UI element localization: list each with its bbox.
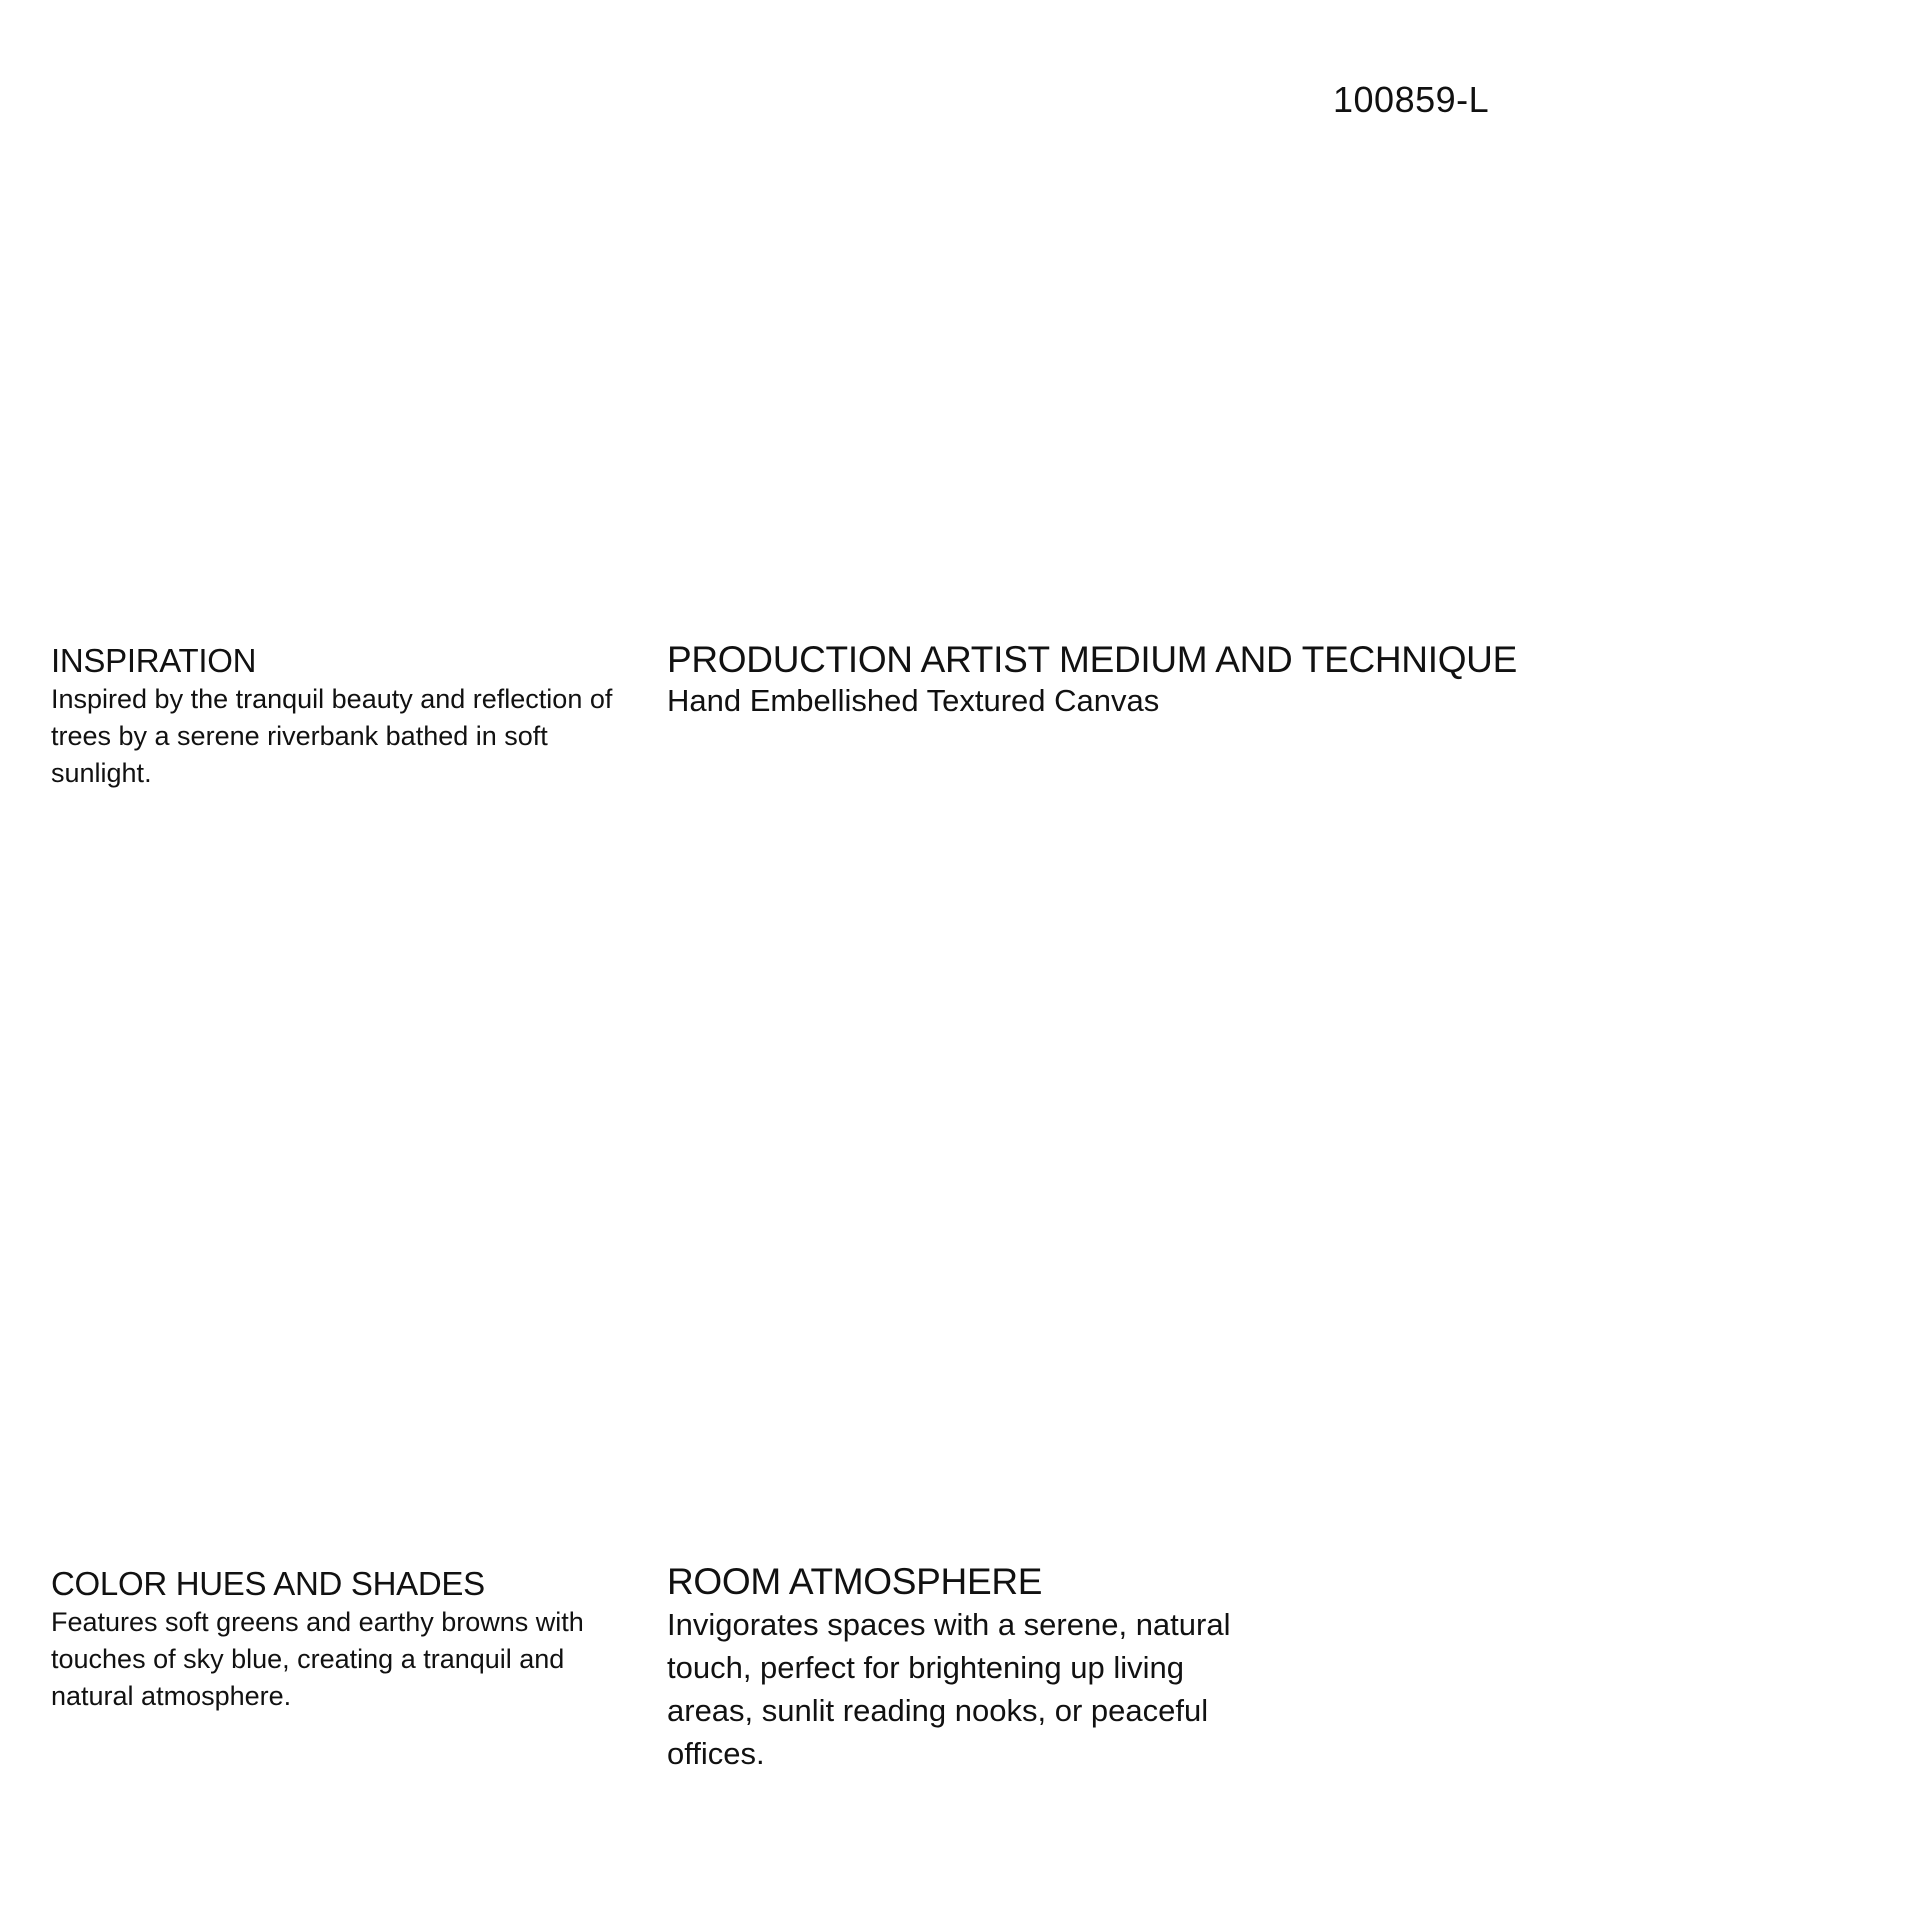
product-code: 100859-L: [1333, 79, 1490, 120]
room-section: [667, 1562, 1267, 1775]
production-text: Hand Embellished Textured Canvas: [667, 683, 1160, 718]
color-text: Features soft greens and earthy browns with touches of sky blue, creating a tranquil and natural atmosphere.: [51, 1607, 584, 1711]
production-section: [667, 640, 1527, 721]
room-text: Invigorates spaces with a serene, natural touch, perfect for brightening up living areas, sunlit reading nooks, or peaceful offices.: [667, 1607, 1231, 1771]
color-heading: COLOR HUES AND SHADES: [51, 1565, 485, 1602]
room-heading: ROOM ATMOSPHERE: [667, 1561, 1043, 1602]
inspiration-section: [51, 643, 631, 792]
production-heading: PRODUCTION ARTIST MEDIUM AND TECHNIQUE: [667, 639, 1517, 680]
color-section: [51, 1566, 631, 1715]
inspiration-text: Inspired by the tranquil beauty and reflection of trees by a serene riverbank bathed in soft sunlight.: [51, 684, 613, 788]
inspiration-heading: INSPIRATION: [51, 642, 257, 679]
